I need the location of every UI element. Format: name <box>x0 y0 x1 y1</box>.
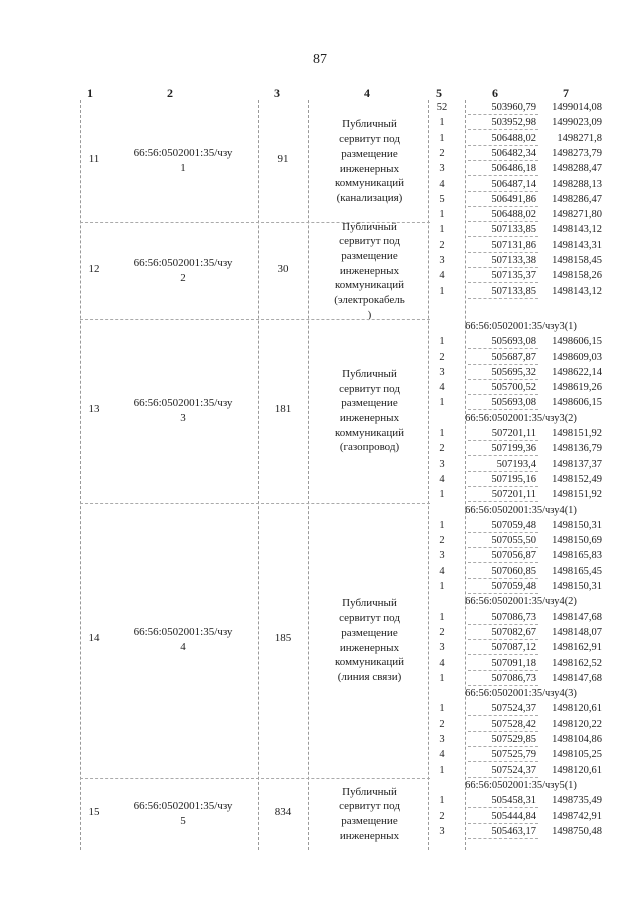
point-number: 2 <box>439 718 445 730</box>
point-number: 1 <box>439 224 445 236</box>
point-number: 3 <box>439 458 445 470</box>
coordinate-x: 507087,12 <box>491 642 536 654</box>
coordinate-x: 507133,85 <box>491 224 536 236</box>
coordinate-x: 507091,18 <box>491 657 536 669</box>
point-number: 1 <box>439 611 445 623</box>
coordinate-x: 505444,84 <box>491 810 536 822</box>
cadastral-number: 66:56:0502001:35/чзу 4 <box>133 626 233 654</box>
point-number: 1 <box>439 489 445 501</box>
coordinate-y: 1498143,12 <box>552 224 602 236</box>
coordinate-y: 1498105,25 <box>552 749 602 761</box>
point-number: 1 <box>439 397 445 409</box>
point-number: 4 <box>439 657 445 669</box>
coordinate-x: 507529,85 <box>491 734 536 745</box>
page-number: 87 <box>313 52 327 67</box>
point-number: 1 <box>439 285 445 297</box>
coordinate-y: 1498271,8 <box>557 132 602 144</box>
coordinate-x: 507133,38 <box>491 255 536 266</box>
coordinate-x: 507086,73 <box>491 672 536 684</box>
row-number: 11 <box>88 153 100 166</box>
column-header-2: 2 <box>167 86 173 100</box>
point-number: 3 <box>439 366 445 378</box>
coordinate-y: 1498162,91 <box>552 642 602 654</box>
coordinate-y: 1498165,83 <box>552 550 602 562</box>
coordinate-x: 503960,79 <box>491 102 536 113</box>
coordinate-x: 505693,08 <box>491 336 536 348</box>
column-header-6: 6 <box>492 86 498 100</box>
coordinate-x: 505695,32 <box>491 366 536 378</box>
point-number: 1 <box>439 132 445 144</box>
point-number: 1 <box>439 795 445 807</box>
column-header-5: 5 <box>436 86 442 100</box>
coordinate-y: 1498158,45 <box>552 255 602 266</box>
column-header-3: 3 <box>274 86 280 100</box>
subzone-title: 66:56:0502001:35/чзу5(1) <box>465 779 577 791</box>
block-separator <box>80 319 430 320</box>
coordinate-y: 1498273,79 <box>552 147 602 159</box>
point-number: 5 <box>439 193 445 205</box>
column-divider <box>428 100 429 850</box>
point-number: 1 <box>439 336 445 348</box>
coordinate-x: 507060,85 <box>491 565 536 577</box>
cadastral-number: 66:56:0502001:35/чзу 5 <box>133 799 233 827</box>
point-number: 1 <box>439 764 445 776</box>
servitude-description: Публичный сервитут под размещение инженерных коммуникаций (газопровод) <box>335 367 404 454</box>
point-number: 4 <box>439 178 445 190</box>
servitude-description: Публичный сервитут под размещение инженерных коммуникаций (электрокабель ) <box>334 220 405 321</box>
column-header-7: 7 <box>563 86 569 100</box>
coordinate-x: 505463,17 <box>491 825 536 837</box>
point-number: 1 <box>439 117 445 129</box>
coordinate-y: 1498147,68 <box>552 672 602 684</box>
area-value: 181 <box>274 402 292 415</box>
coordinate-x: 507524,37 <box>491 703 536 715</box>
coordinate-y: 1498742,91 <box>552 810 602 822</box>
area-value: 91 <box>277 153 289 166</box>
coordinate-y: 1498137,37 <box>552 458 602 470</box>
point-number: 52 <box>436 102 448 113</box>
row-underline <box>468 298 538 299</box>
coordinate-y: 1499014,08 <box>552 102 602 113</box>
cadastral-number: 66:56:0502001:35/чзу 3 <box>133 396 233 424</box>
row-number: 12 <box>88 262 100 275</box>
coordinate-x: 505700,52 <box>491 382 536 394</box>
servitude-description: Публичный сервитут под размещение инженерных <box>339 785 400 842</box>
coordinate-y: 1498148,07 <box>552 626 602 638</box>
point-number: 2 <box>439 810 445 822</box>
point-number: 1 <box>439 428 445 439</box>
subzone-title: 66:56:0502001:35/чзу4(3) <box>465 688 577 700</box>
coordinate-x: 503952,98 <box>491 117 536 129</box>
point-number: 4 <box>439 382 445 394</box>
coordinate-y: 1498152,49 <box>552 473 602 485</box>
coordinate-y: 1498165,45 <box>552 565 602 577</box>
subzone-title: 66:56:0502001:35/чзу4(2) <box>465 596 577 608</box>
point-number: 4 <box>439 270 445 282</box>
point-number: 1 <box>439 581 445 592</box>
coordinate-x: 506486,18 <box>491 163 536 175</box>
row-number: 13 <box>88 402 100 415</box>
coordinate-x: 507528,42 <box>491 718 536 730</box>
coordinate-x: 507059,48 <box>491 581 536 592</box>
cadastral-number: 66:56:0502001:35/чзу 2 <box>133 256 233 284</box>
area-value: 30 <box>277 262 289 275</box>
coordinate-y: 1498143,31 <box>552 239 602 251</box>
coordinate-x: 507133,85 <box>491 285 536 297</box>
coordinate-y: 1498158,26 <box>552 270 602 282</box>
coordinate-x: 507055,50 <box>491 535 536 547</box>
coordinate-y: 1498735,49 <box>552 795 602 807</box>
coordinate-y: 1498136,79 <box>552 443 602 455</box>
coordinate-y: 1498609,03 <box>552 351 602 363</box>
point-number: 1 <box>439 209 445 221</box>
coordinate-y: 1498120,22 <box>552 718 602 730</box>
point-number: 1 <box>439 672 445 684</box>
coordinate-y: 1498750,48 <box>552 825 602 837</box>
block-separator <box>80 778 430 779</box>
coordinate-y: 1498162,52 <box>552 657 602 669</box>
point-number: 3 <box>439 255 445 266</box>
column-divider <box>80 100 81 850</box>
coordinate-y: 1498151,92 <box>552 428 602 439</box>
coordinate-x: 507086,73 <box>491 611 536 623</box>
coordinate-x: 507524,37 <box>491 764 536 776</box>
point-number: 1 <box>439 519 445 531</box>
servitude-description: Публичный сервитут под размещение инженерных коммуникаций (линия связи) <box>335 597 404 683</box>
coordinate-y: 1498151,92 <box>552 489 602 501</box>
coordinate-x: 507199,36 <box>491 443 536 455</box>
servitude-description: Публичный сервитут под размещение инженерных коммуникаций (канализация) <box>335 118 404 204</box>
point-number: 3 <box>439 550 445 562</box>
block-separator <box>80 503 430 504</box>
point-number: 1 <box>439 703 445 715</box>
coordinate-y: 1498150,69 <box>552 535 602 547</box>
point-number: 3 <box>439 163 445 175</box>
coordinate-y: 1498286,47 <box>552 193 602 205</box>
column-divider <box>308 100 309 850</box>
coordinate-x: 505687,87 <box>491 351 536 363</box>
area-value: 185 <box>274 632 292 645</box>
coordinate-y: 1498619,26 <box>552 382 602 394</box>
coordinate-x: 506487,14 <box>491 178 536 190</box>
row-number: 15 <box>88 805 100 818</box>
column-header-4: 4 <box>364 86 370 100</box>
coordinate-x: 507525,79 <box>491 749 536 761</box>
coordinate-y: 1498143,12 <box>552 285 602 297</box>
coordinate-x: 507193,4 <box>496 458 536 470</box>
row-underline <box>468 838 538 839</box>
point-number: 2 <box>439 626 445 638</box>
point-number: 2 <box>439 351 445 363</box>
coordinate-y: 1498150,31 <box>552 581 602 592</box>
coordinate-y: 1498288,47 <box>552 163 602 175</box>
coordinate-y: 1498622,14 <box>552 366 602 378</box>
coordinate-x: 507056,87 <box>491 550 536 562</box>
coordinate-x: 505458,31 <box>491 795 536 807</box>
coordinate-y: 1498288,13 <box>552 178 602 190</box>
subzone-title: 66:56:0502001:35/чзу3(2) <box>465 412 577 424</box>
coordinate-y: 1498120,61 <box>552 703 602 715</box>
coordinate-x: 507201,11 <box>491 428 536 439</box>
point-number: 4 <box>439 565 445 577</box>
coordinate-y: 1498120,61 <box>552 764 602 776</box>
area-value: 834 <box>274 805 292 818</box>
coordinate-x: 507059,48 <box>491 519 536 531</box>
coordinate-y: 1498104,86 <box>552 734 602 745</box>
cadastral-number: 66:56:0502001:35/чзу 1 <box>133 147 233 175</box>
coordinate-y: 1498271,80 <box>552 209 602 221</box>
coordinate-x: 507201,11 <box>491 489 536 501</box>
coordinate-x: 506488,02 <box>491 132 536 144</box>
coordinate-x: 507131,86 <box>491 239 536 251</box>
point-number: 3 <box>439 642 445 654</box>
coordinate-x: 507195,16 <box>491 473 536 485</box>
point-number: 4 <box>439 749 445 761</box>
coordinate-y: 1498150,31 <box>552 519 602 531</box>
subzone-title: 66:56:0502001:35/чзу4(1) <box>465 504 577 516</box>
point-number: 3 <box>439 825 445 837</box>
point-number: 2 <box>439 535 445 547</box>
coordinate-y: 1499023,09 <box>552 117 602 129</box>
column-header-1: 1 <box>87 86 93 100</box>
coordinate-x: 507135,37 <box>491 270 536 282</box>
column-divider <box>258 100 259 850</box>
point-number: 2 <box>439 443 445 455</box>
row-number: 14 <box>88 632 100 645</box>
coordinate-x: 506488,02 <box>491 209 536 221</box>
point-number: 2 <box>439 239 445 251</box>
coordinate-x: 506491,86 <box>491 193 536 205</box>
coordinate-y: 1498606,15 <box>552 336 602 348</box>
subzone-title: 66:56:0502001:35/чзу3(1) <box>465 320 577 332</box>
coordinate-x: 506482,34 <box>491 147 536 159</box>
point-number: 3 <box>439 734 445 745</box>
coordinate-x: 507082,67 <box>491 626 536 638</box>
coordinate-y: 1498147,68 <box>552 611 602 623</box>
coordinate-x: 505693,08 <box>491 397 536 409</box>
coordinate-y: 1498606,15 <box>552 397 602 409</box>
point-number: 2 <box>439 147 445 159</box>
point-number: 4 <box>439 473 445 485</box>
